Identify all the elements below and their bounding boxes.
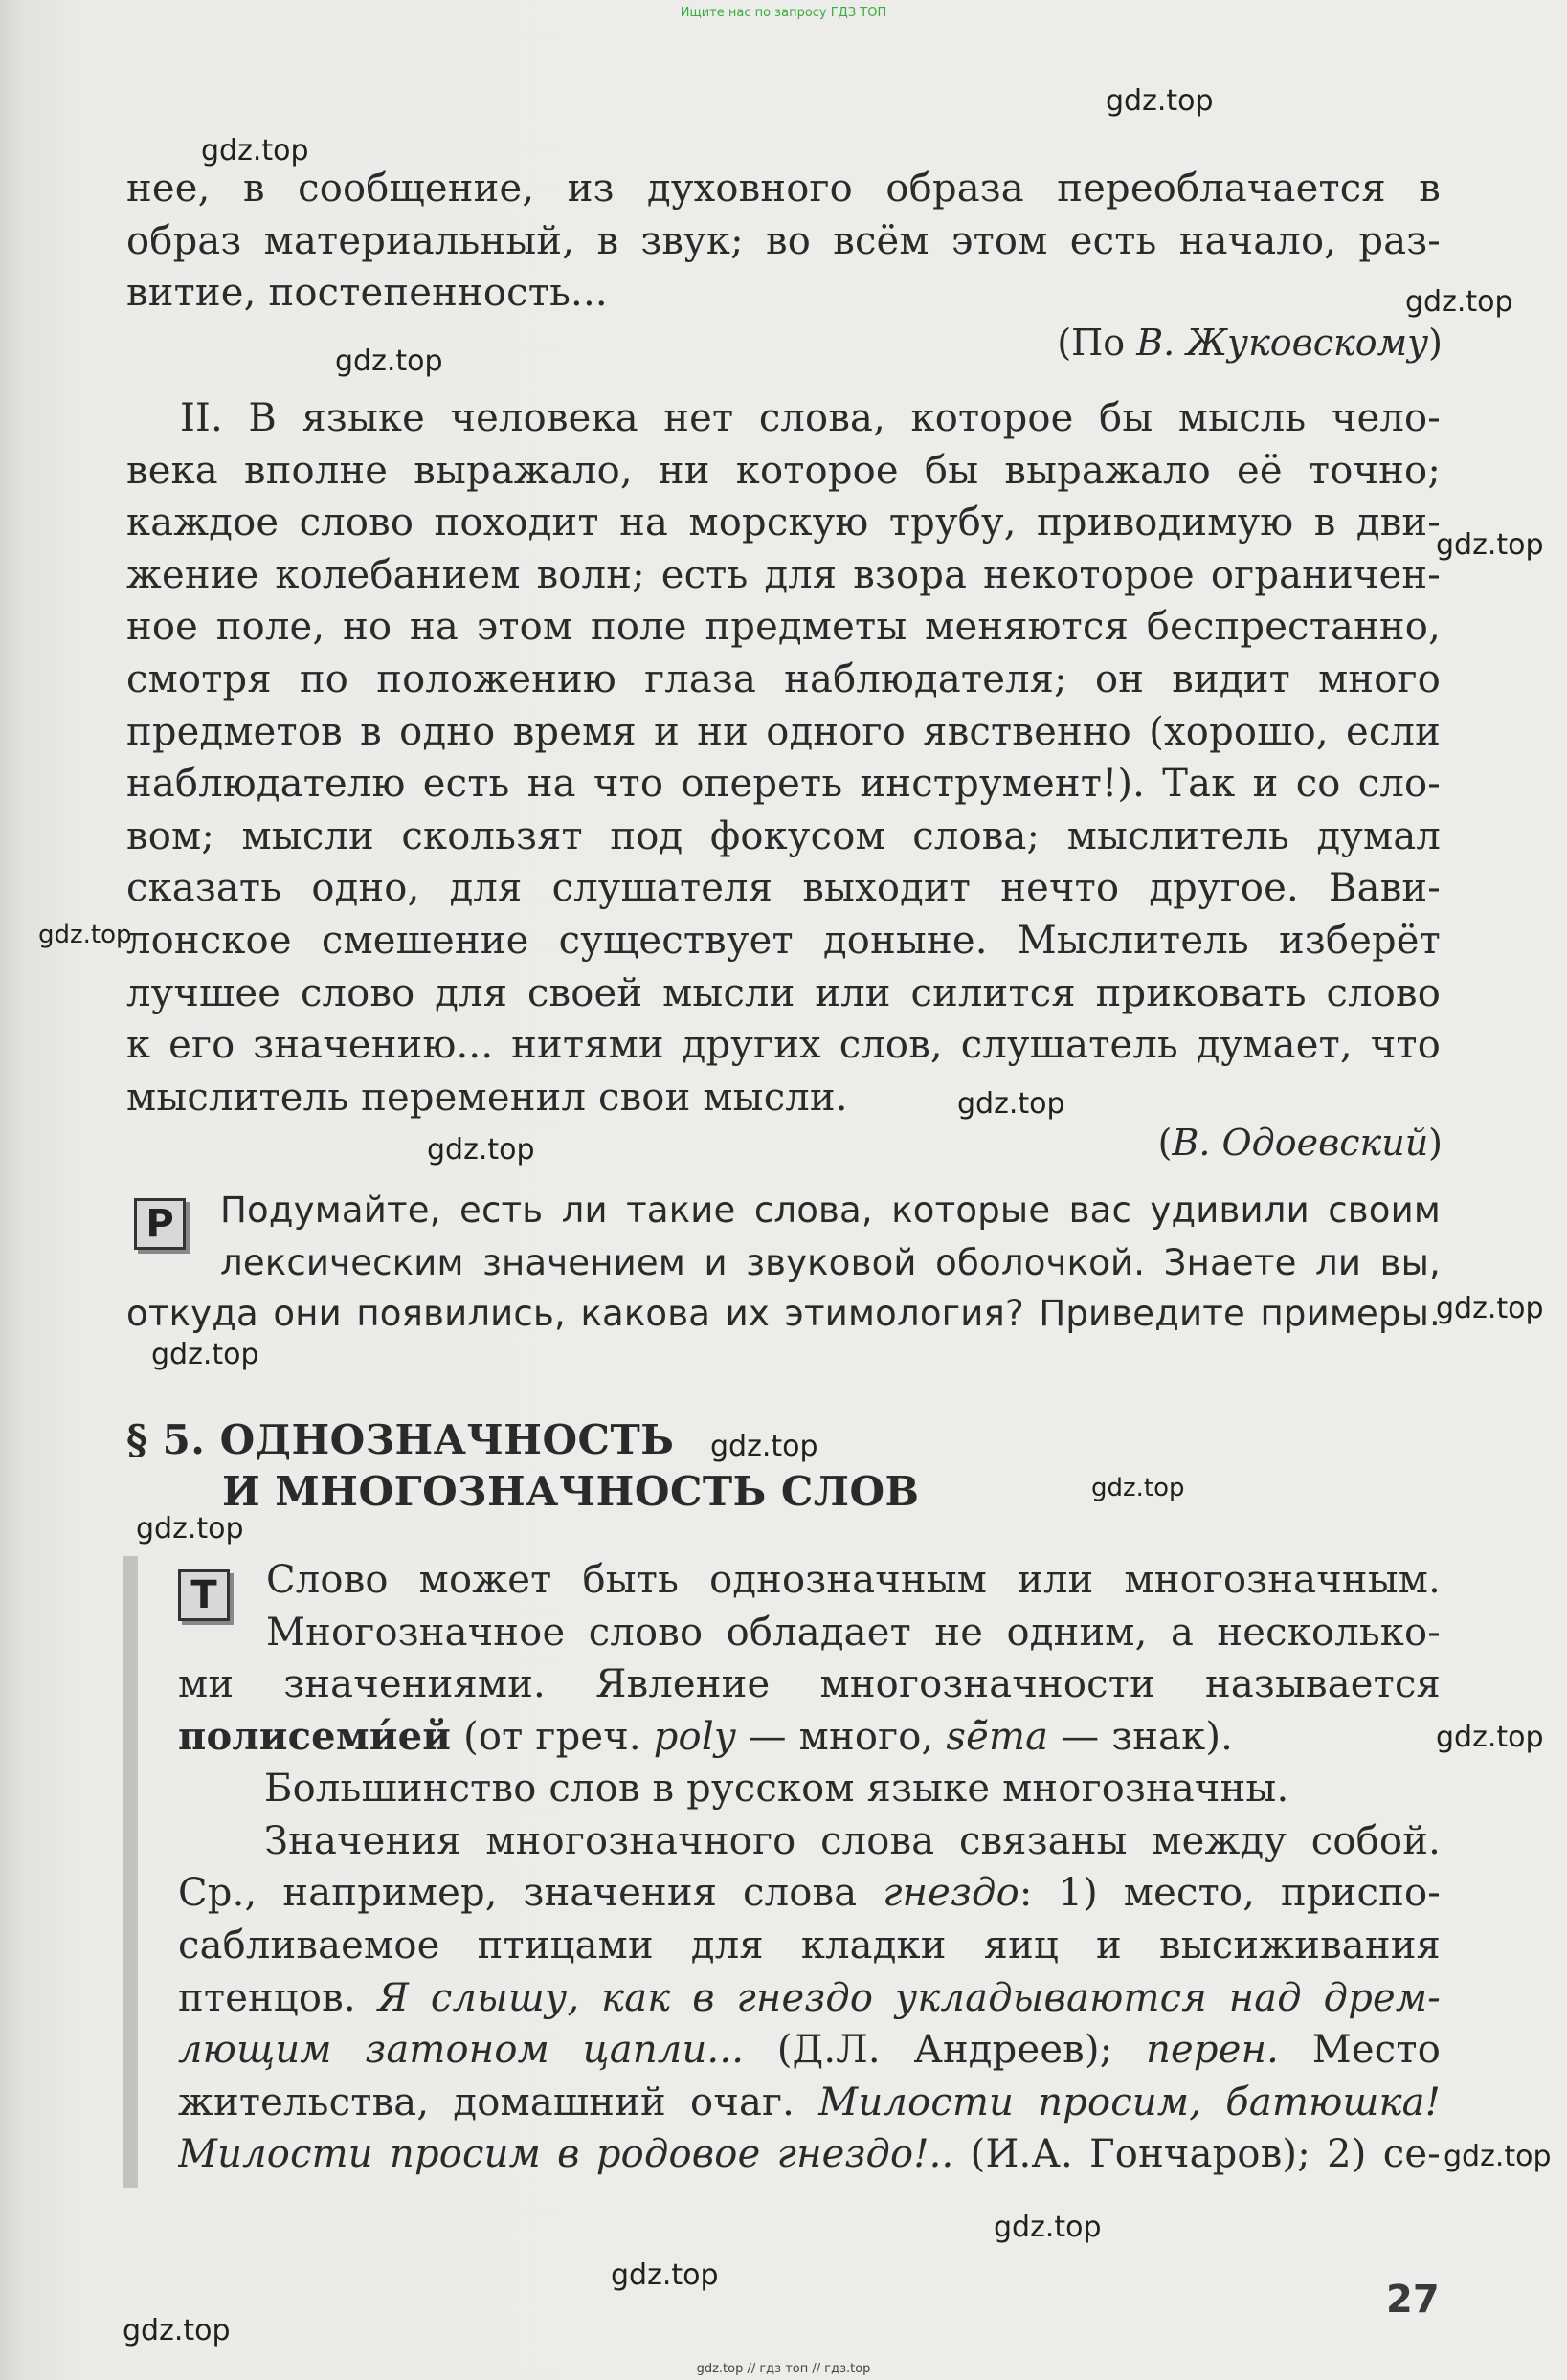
text-line: Милости просим в родовое гнездо!.. (И.А. Гончаров); 2) се-: [178, 2132, 1441, 2177]
watermark: gdz.top: [957, 1087, 1065, 1121]
text-line: лющим затоном цапли... (Д.Л. Андреев); перен. Место: [178, 2028, 1441, 2073]
text-line: Ср., например, значения слова гнездо: 1) место, приспо-: [178, 1871, 1441, 1916]
watermark: gdz.top: [427, 1133, 535, 1167]
watermark: gdz.top: [1405, 285, 1513, 319]
text-line: жение колебанием волн; есть для взора некоторое ограничен-: [126, 552, 1441, 597]
text-line: мыслитель переменил свои мысли.: [126, 1075, 848, 1120]
watermark: gdz.top: [123, 2314, 231, 2347]
text-line: жительства, домашний очаг. Милости просим, батюшка!: [178, 2080, 1441, 2124]
text-line: вом; мысли скользят под фокусом слова; мыслитель думал: [126, 813, 1441, 858]
text-line: Подумайте, есть ли такие слова, которые вас удивили своим: [220, 1190, 1441, 1231]
text-line: Слово может быть однозначным или многозначным.: [266, 1558, 1441, 1602]
text-line: образ материальный, в звук; во всём этом есть начало, раз-: [126, 218, 1441, 263]
text-line: ное поле, но на этом поле предметы меняются беспрестанно,: [126, 605, 1441, 650]
text-line: птенцов. Я слышу, как в гнездо укладываются над дрем-: [178, 1975, 1441, 2020]
bottom-banner: gdz.top // гдз топ // гдз.top: [696, 2362, 871, 2376]
text-line: века вполне выражало, ни которое бы выражало её точно;: [126, 448, 1441, 493]
top-banner: Ищите нас по запросу ГДЗ ТОП: [680, 6, 887, 20]
text-line: II. В языке человека нет слова, которое бы мысль чело-: [180, 396, 1441, 440]
task-text: [220, 1185, 1441, 1289]
text-line: к его значению... нитями других слов, слушатель думает, что: [126, 1023, 1441, 1068]
text-line: лексическим значением и звуковой оболочкой. Знаете ли вы,: [220, 1241, 1441, 1283]
text-line: Многозначное слово обладает не одним, а несколько-: [266, 1610, 1441, 1655]
watermark: gdz.top: [1091, 1474, 1185, 1502]
watermark: gdz.top: [335, 345, 443, 378]
task-label-box: Р: [134, 1198, 186, 1250]
page-number: 27: [1386, 2278, 1440, 2322]
text-line: Большинство слов в русском языке многозначны.: [264, 1767, 1289, 1812]
text-line: наблюдателю есть на что опереть инструмент!). Так и со сло-: [126, 762, 1441, 807]
text-line: смотря по положению глаза наблюдателя; он видит много: [126, 656, 1441, 701]
text-line: лонское смешение существует доныне. Мыслитель изберёт: [126, 918, 1441, 963]
watermark: gdz.top: [1106, 84, 1214, 118]
theory-side-bar: [123, 1556, 138, 2188]
paragraph-part2: [126, 392, 1441, 1123]
theory-label-box: Т: [178, 1569, 230, 1621]
section-heading: [126, 1414, 674, 1466]
watermark: gdz.top: [136, 1512, 244, 1546]
watermark: gdz.top: [151, 1338, 259, 1371]
watermark: gdz.top: [994, 2211, 1102, 2244]
watermark: gdz.top: [611, 2258, 719, 2292]
text-line: нее, в сообщение, из духовного образа переоблачается в: [126, 167, 1441, 211]
watermark: gdz.top: [1444, 2140, 1552, 2173]
text-line: полисеми́ей (от греч. poly — много, sē̃ma — знак).: [178, 1713, 1234, 1759]
text-line: откуда они появились, какова их этимология? Приведите примеры.: [126, 1293, 1441, 1334]
watermark: gdz.top: [1436, 1292, 1544, 1325]
section-heading-line2: И МНОГОЗНАЧНОСТЬ СЛОВ: [222, 1468, 920, 1515]
attribution-zhukovsky: (По В. Жуковскому): [1057, 322, 1443, 364]
text-line: предметов в одно время и ни одного явственно (хорошо, если: [126, 709, 1441, 754]
text-line: ми значениями. Явление многозначности называется: [178, 1662, 1441, 1706]
watermark: gdz.top: [38, 921, 132, 949]
text-line: сказать одно, для слушателя выходит нечто другое. Вави-: [126, 866, 1441, 911]
section-title-line1: ОДНОЗНАЧНОСТЬ: [219, 1416, 675, 1463]
section-number: § 5.: [126, 1416, 206, 1463]
text-line: лучшее слово для своей мысли или силится приковать слово: [126, 970, 1441, 1015]
task-text-last: [126, 1288, 1441, 1341]
attribution-odoevsky: (В. Одоевский): [1157, 1122, 1443, 1164]
term-polysemy: полисеми́ей: [178, 1713, 452, 1759]
watermark: gdz.top: [1436, 528, 1544, 562]
text-line: витие, постепенность...: [126, 271, 608, 316]
watermark: gdz.top: [1436, 1721, 1544, 1754]
text-line: каждое слово походит на морскую трубу, приводимую в дви-: [126, 500, 1441, 545]
watermark: gdz.top: [710, 1430, 818, 1463]
text-line: Значения многозначного слова связаны между собой.: [264, 1818, 1441, 1863]
watermark: gdz.top: [201, 134, 309, 167]
paragraph-part1: [126, 163, 1441, 320]
theory-text-body: [178, 1658, 1441, 2181]
theory-text-head: [266, 1554, 1441, 1658]
text-line: сабливаемое птицами для кладки яиц и высиживания: [178, 1923, 1441, 1968]
